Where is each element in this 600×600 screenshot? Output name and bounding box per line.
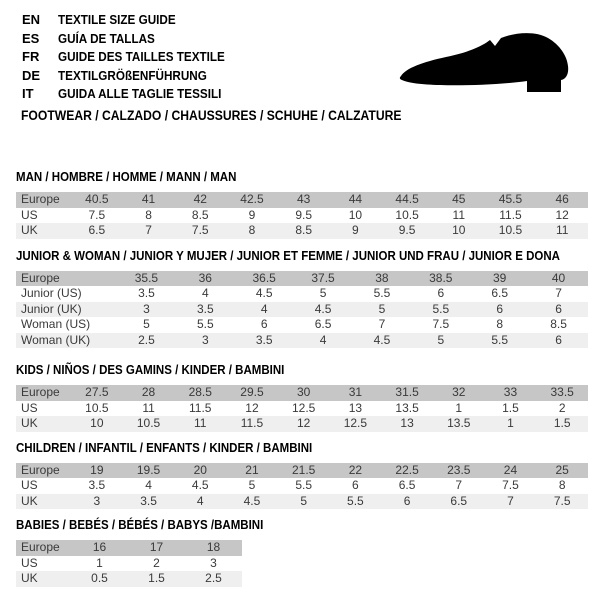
size-cell: 12: [245, 400, 259, 415]
size-cell: 11: [142, 400, 155, 415]
size-cell: 3: [93, 493, 101, 508]
size-cell: 5: [300, 493, 307, 508]
size-cell: 6.5: [314, 317, 332, 331]
language-label: GUIDE DES TAILLES TEXTILE: [58, 49, 225, 65]
size-cell: 7.5: [502, 478, 519, 492]
size-cell: 10: [452, 223, 466, 237]
size-cell: 4.5: [191, 478, 209, 492]
row-label: US: [21, 400, 38, 415]
row-label: Woman (UK): [21, 332, 91, 347]
section-title: BABIES / BEBÉS / BÉBÉS / BABYS /BAMBINI: [16, 518, 264, 532]
size-cell: 13: [400, 416, 414, 430]
size-cell: 7: [555, 286, 562, 300]
table-row: [16, 286, 588, 302]
row-label: UK: [21, 493, 38, 508]
size-cell: 5.5: [295, 478, 312, 492]
size-cell: 6.5: [491, 286, 509, 300]
table-row: [16, 302, 588, 318]
row-label: Woman (US): [21, 317, 91, 331]
size-cell: 5: [437, 332, 445, 347]
size-cell: 7.5: [191, 223, 209, 237]
size-cell: 18: [206, 540, 221, 554]
size-cell: 8.5: [191, 207, 209, 222]
size-cell: 3.5: [196, 301, 214, 316]
size-table-section: [16, 518, 588, 587]
size-cell: 21.5: [291, 462, 316, 477]
size-cell: 13: [348, 400, 363, 415]
table-row: [16, 540, 242, 556]
row-label: US: [21, 555, 38, 570]
size-cell: 16: [92, 540, 107, 554]
table-row: [16, 463, 588, 479]
size-cell: 6.5: [88, 223, 106, 237]
size-cell: 22: [348, 462, 363, 477]
size-cell: 44: [348, 192, 363, 206]
size-tables: [16, 170, 588, 587]
size-cell: 36.5: [252, 270, 276, 285]
size-cell: 4.5: [314, 301, 332, 316]
size-cell: 3: [210, 555, 217, 570]
size-cell: 45: [452, 192, 466, 206]
size-cell: 6: [260, 317, 268, 331]
size-cell: 5: [248, 478, 256, 492]
size-table-section: [16, 441, 588, 510]
table-row: [16, 208, 588, 224]
size-cell: 1: [96, 555, 103, 570]
language-row: [22, 48, 243, 67]
size-cell: 28.5: [188, 385, 212, 399]
size-cell: 7.5: [432, 317, 450, 331]
size-cell: 11.5: [240, 416, 264, 430]
size-cell: 9.5: [295, 207, 312, 222]
table-row: [16, 333, 588, 349]
row-label: UK: [21, 571, 38, 585]
section-title: MAN / HOMBRE / HOMME / MANN / MAN: [16, 170, 237, 184]
size-cell: 5: [319, 286, 327, 300]
size-cell: 8: [558, 478, 566, 492]
row-label: US: [21, 207, 38, 222]
size-table: [16, 192, 588, 239]
size-cell: 9: [248, 207, 256, 222]
size-cell: 37.5: [311, 270, 335, 285]
size-cell: 7.5: [553, 493, 571, 508]
size-cell: 11.5: [499, 207, 522, 222]
size-table: [16, 271, 588, 349]
size-cell: 5: [143, 317, 150, 331]
size-cell: 10: [90, 416, 104, 430]
size-cell: 12.5: [343, 416, 368, 430]
size-cell: 7.5: [88, 207, 106, 222]
size-cell: 5.5: [491, 332, 509, 347]
size-cell: 6: [437, 286, 445, 300]
size-cell: 3: [201, 332, 209, 347]
size-cell: 22.5: [395, 462, 419, 477]
table-row: [16, 317, 588, 333]
table-row: [16, 556, 242, 572]
size-cell: 33: [503, 385, 518, 399]
size-cell: 3.5: [138, 286, 155, 300]
language-code: FR: [22, 49, 40, 65]
size-cell: 11.5: [189, 400, 212, 415]
size-cell: 35.5: [134, 270, 159, 285]
row-label: Europe: [21, 192, 60, 206]
size-cell: 10.5: [498, 223, 523, 237]
size-cell: 9: [352, 223, 359, 237]
size-cell: 38: [375, 270, 389, 285]
size-cell: 39: [493, 270, 507, 285]
row-label: Junior (US): [21, 286, 82, 300]
language-code: DE: [22, 67, 41, 83]
size-cell: 4: [319, 332, 327, 347]
language-row: [22, 85, 243, 104]
size-cell: 1.5: [502, 400, 519, 415]
language-label: GUIDA ALLE TAGLIE TESSILI: [58, 86, 222, 102]
size-cell: 31: [348, 385, 363, 399]
size-cell: 0.5: [91, 571, 108, 585]
size-cell: 21: [245, 462, 259, 477]
size-cell: 40.5: [85, 192, 109, 206]
row-label: Europe: [21, 540, 60, 554]
size-cell: 19: [90, 462, 104, 477]
size-cell: 6: [403, 493, 411, 508]
size-cell: 4: [260, 301, 268, 316]
language-label: TEXTILGRÖßENFÜHRUNG: [58, 67, 207, 83]
table-row: [16, 385, 588, 401]
size-cell: 8: [248, 223, 256, 237]
size-cell: 25: [555, 462, 569, 477]
language-row: [22, 67, 243, 86]
size-cell: 2: [153, 555, 160, 570]
size-cell: 11: [555, 223, 569, 237]
size-cell: 7: [145, 223, 152, 237]
table-row: [16, 192, 588, 208]
language-list: [22, 11, 243, 104]
size-cell: 45.5: [498, 192, 523, 206]
size-cell: 32: [452, 385, 466, 399]
size-cell: 8: [145, 207, 152, 222]
language-code: EN: [22, 12, 41, 27]
size-cell: 4.5: [243, 493, 261, 508]
size-cell: 1: [507, 416, 514, 430]
row-label: Junior (UK): [21, 301, 82, 316]
size-cell: 10.5: [85, 400, 109, 415]
size-cell: 11: [194, 416, 207, 430]
row-label: UK: [21, 416, 38, 430]
table-row: [16, 401, 588, 417]
size-cell: 4: [145, 478, 152, 492]
size-cell: 33.5: [550, 385, 574, 399]
size-cell: 13.5: [395, 400, 419, 415]
shoe-icon: [396, 30, 576, 96]
size-table-section: [16, 249, 588, 349]
language-row: [22, 30, 243, 49]
size-cell: 2: [558, 400, 566, 415]
row-label: US: [21, 478, 38, 492]
section-title: JUNIOR & WOMAN / JUNIOR Y MUJER / JUNIOR ET FEMME / JUNIOR UND FRAU / JUNIOR E DONA: [16, 248, 560, 263]
size-cell: 12: [296, 416, 311, 430]
size-cell: 8.5: [550, 317, 567, 331]
size-cell: 3.5: [140, 493, 157, 508]
section-title: CHILDREN / INFANTIL / ENFANTS / KINDER / BAMBINI: [16, 440, 313, 455]
size-cell: 20: [193, 462, 207, 477]
table-row: [16, 271, 588, 287]
size-cell: 46: [555, 192, 569, 206]
size-cell: 29.5: [240, 385, 264, 399]
size-cell: 5.5: [196, 317, 214, 331]
size-cell: 12.5: [291, 400, 316, 415]
size-cell: 17: [149, 540, 164, 554]
size-cell: 1: [455, 400, 463, 415]
size-cell: 43: [296, 192, 311, 206]
size-cell: 8.5: [295, 223, 312, 237]
size-cell: 7: [378, 317, 386, 331]
table-row: [16, 571, 242, 587]
size-cell: 12: [555, 207, 569, 222]
size-cell: 10: [348, 207, 363, 222]
language-code: ES: [22, 30, 40, 46]
size-cell: 3.5: [255, 332, 273, 347]
size-cell: 6: [555, 301, 562, 316]
size-cell: 3.5: [88, 478, 106, 492]
table-row: [16, 223, 588, 239]
size-cell: 42: [193, 192, 207, 206]
size-cell: 5.5: [347, 493, 364, 508]
size-table-section: [16, 363, 588, 432]
row-label: Europe: [21, 462, 60, 477]
size-cell: 24: [503, 462, 518, 477]
size-cell: 23.5: [447, 462, 471, 477]
size-table: [16, 540, 242, 587]
size-cell: 1.5: [148, 571, 165, 585]
language-label: GUÍA DE TALLAS: [58, 30, 155, 46]
size-cell: 5.5: [432, 301, 450, 316]
size-cell: 3: [143, 301, 150, 316]
size-cell: 2.5: [138, 332, 155, 347]
size-cell: 28: [141, 385, 156, 399]
size-table: [16, 385, 588, 432]
size-cell: 6.5: [450, 493, 468, 508]
table-row: [16, 416, 588, 432]
size-cell: 4.5: [373, 332, 391, 347]
category-title: FOOTWEAR / CALZADO / CHAUSSURES / SCHUHE / CALZATURE: [21, 108, 402, 123]
table-row: [16, 494, 588, 510]
size-cell: 6.5: [398, 478, 416, 492]
size-table-section: [16, 170, 588, 239]
language-label: TEXTILE SIZE GUIDE: [58, 12, 176, 27]
size-cell: 6: [496, 301, 504, 316]
row-label: UK: [21, 223, 38, 237]
size-cell: 36: [198, 270, 212, 285]
size-cell: 7: [455, 478, 463, 492]
language-row: [22, 11, 243, 30]
size-cell: 27.5: [85, 385, 109, 399]
size-cell: 10.5: [136, 416, 161, 430]
size-cell: 41: [141, 192, 156, 206]
size-cell: 31.5: [395, 385, 419, 399]
size-cell: 10.5: [395, 207, 419, 222]
table-row: [16, 478, 588, 494]
size-cell: 38.5: [429, 270, 453, 285]
row-label: Europe: [21, 270, 60, 285]
size-cell: 42.5: [240, 192, 264, 206]
row-label: Europe: [21, 385, 60, 399]
size-cell: 5: [378, 301, 386, 316]
size-cell: 4: [196, 493, 204, 508]
size-cell: 13.5: [447, 416, 471, 430]
size-cell: 9.5: [398, 223, 416, 237]
size-cell: 8: [496, 317, 504, 331]
size-cell: 11: [452, 207, 465, 222]
size-cell: 44.5: [395, 192, 419, 206]
size-cell: 30: [296, 385, 311, 399]
size-cell: 2.5: [205, 571, 222, 585]
size-cell: 19.5: [136, 462, 161, 477]
size-cell: 1.5: [553, 416, 571, 430]
size-table: [16, 463, 588, 510]
size-cell: 4.5: [255, 286, 273, 300]
size-cell: 6: [555, 332, 562, 347]
section-title: KIDS / NIÑOS / DES GAMINS / KINDER / BAMBINI: [16, 363, 285, 377]
size-cell: 5.5: [373, 286, 391, 300]
size-cell: 7: [507, 493, 514, 508]
size-cell: 6: [352, 478, 359, 492]
language-code: IT: [22, 86, 34, 102]
size-cell: 4: [201, 286, 209, 300]
size-cell: 40: [551, 270, 566, 285]
